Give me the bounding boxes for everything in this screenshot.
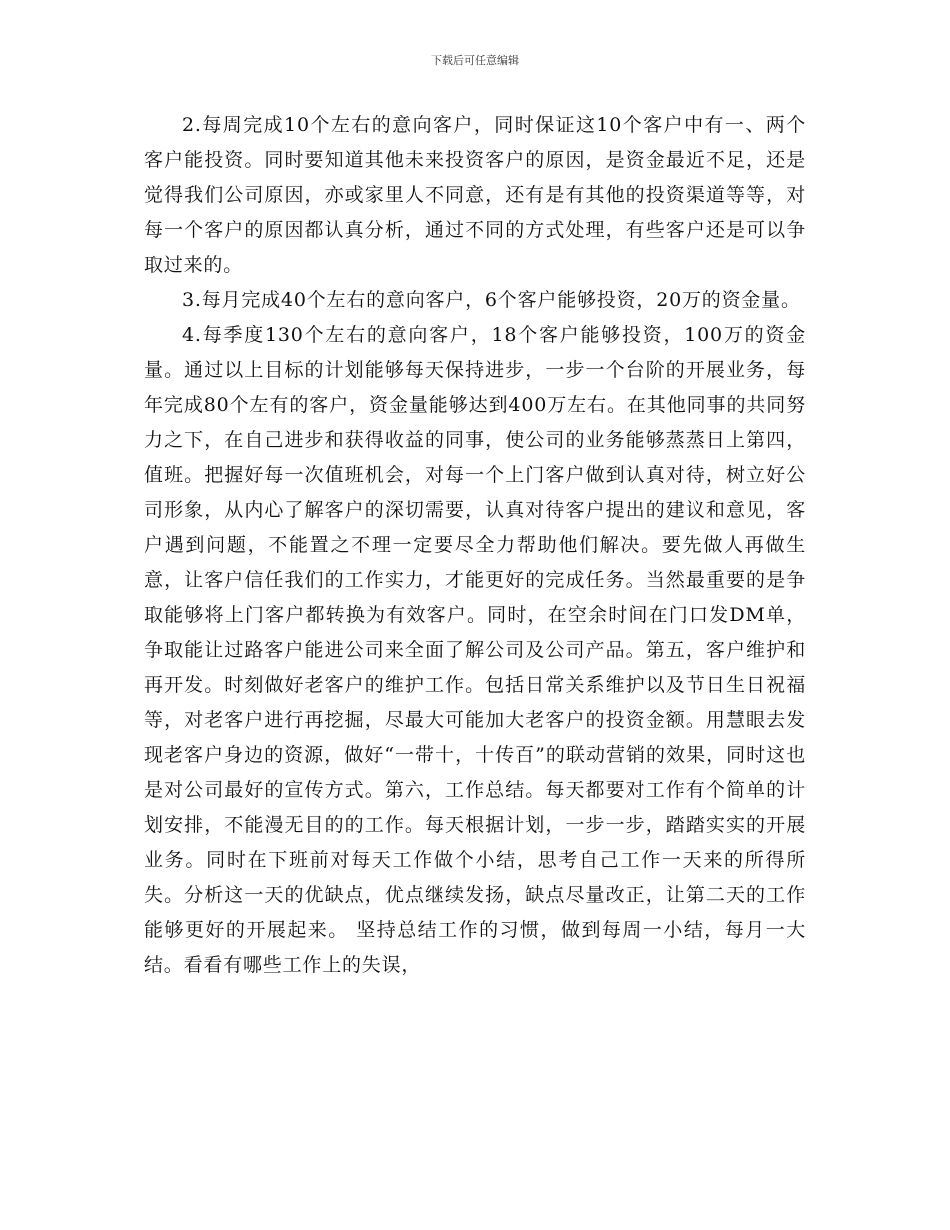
document-body [144, 108, 806, 983]
page-header: 下载后可任意编辑 [431, 54, 519, 67]
paragraph-4: 4.每季度130个左右的意向客户，18个客户能够投资，100万的资金量。通过以上目标的计划能够每天保持进步，一步一个台阶的开展业务，每年完成80个左有的客户，资金量能够达到400万左右。在其他同事的共同努力之下，在自己进步和获得收益的同事，使公司的业务能够蒸蒸日上第四，值班。把握好每一次值班机会，对每一个上门客户做到认真对待，树立好公司形象，从内心了解客户的深切需要，认真对待客户提出的建议和意见，客户遇到问题，不能置之不理一定要尽全力帮助他们解决。要先做人再做生意，让客户信任我们的工作实力，才能更好的完成任务。当然最重要的是争取能够将上门客户都转换为有效客户。同时，在空余时间在门口发DM单，争取能让过路客户能进公司来全面了解公司及公司产品。第五，客户维护和再开发。时刻做好老客户的维护工作。包括日常关系维护以及节日生日祝福等，对老客户进行再挖掘，尽最大可能加大老客户的投资金额。用慧眼去发现老客户身边的资源，做好“一带十，十传百”的联动营销的效果，同时这也是对公司最好的宣传方式。第六，工作总结。每天都要对工作有个简单的计划安排，不能漫无目的的工作。每天根据计划，一步一步，踏踏实实的开展业务。同时在下班前对每天工作做个小结，思考自己工作一天来的所得所失。分析这一天的优缺点，优点继续发扬，缺点尽量改正，让第二天的工作能够更好的开展起来。 坚持总结工作的习惯，做到每周一小结，每月一大结。看看有哪些工作上的失误， [144, 324, 806, 976]
paragraph-3: 3.每月完成40个左右的意向客户，6个客户能够投资，20万的资金量。 [182, 289, 801, 311]
paragraph-2: 2.每周完成10个左右的意向客户，同时保证这10个客户中有一、两个客户能投资。同时要知道其他未来投资客户的原因，是资金最近不足，还是觉得我们公司原因，亦或家里人不同意，还有是有其他的投资渠道等等，对每一个客户的原因都认真分析，通过不同的方式处理，有些客户还是可以争取过来的。 [144, 114, 806, 276]
